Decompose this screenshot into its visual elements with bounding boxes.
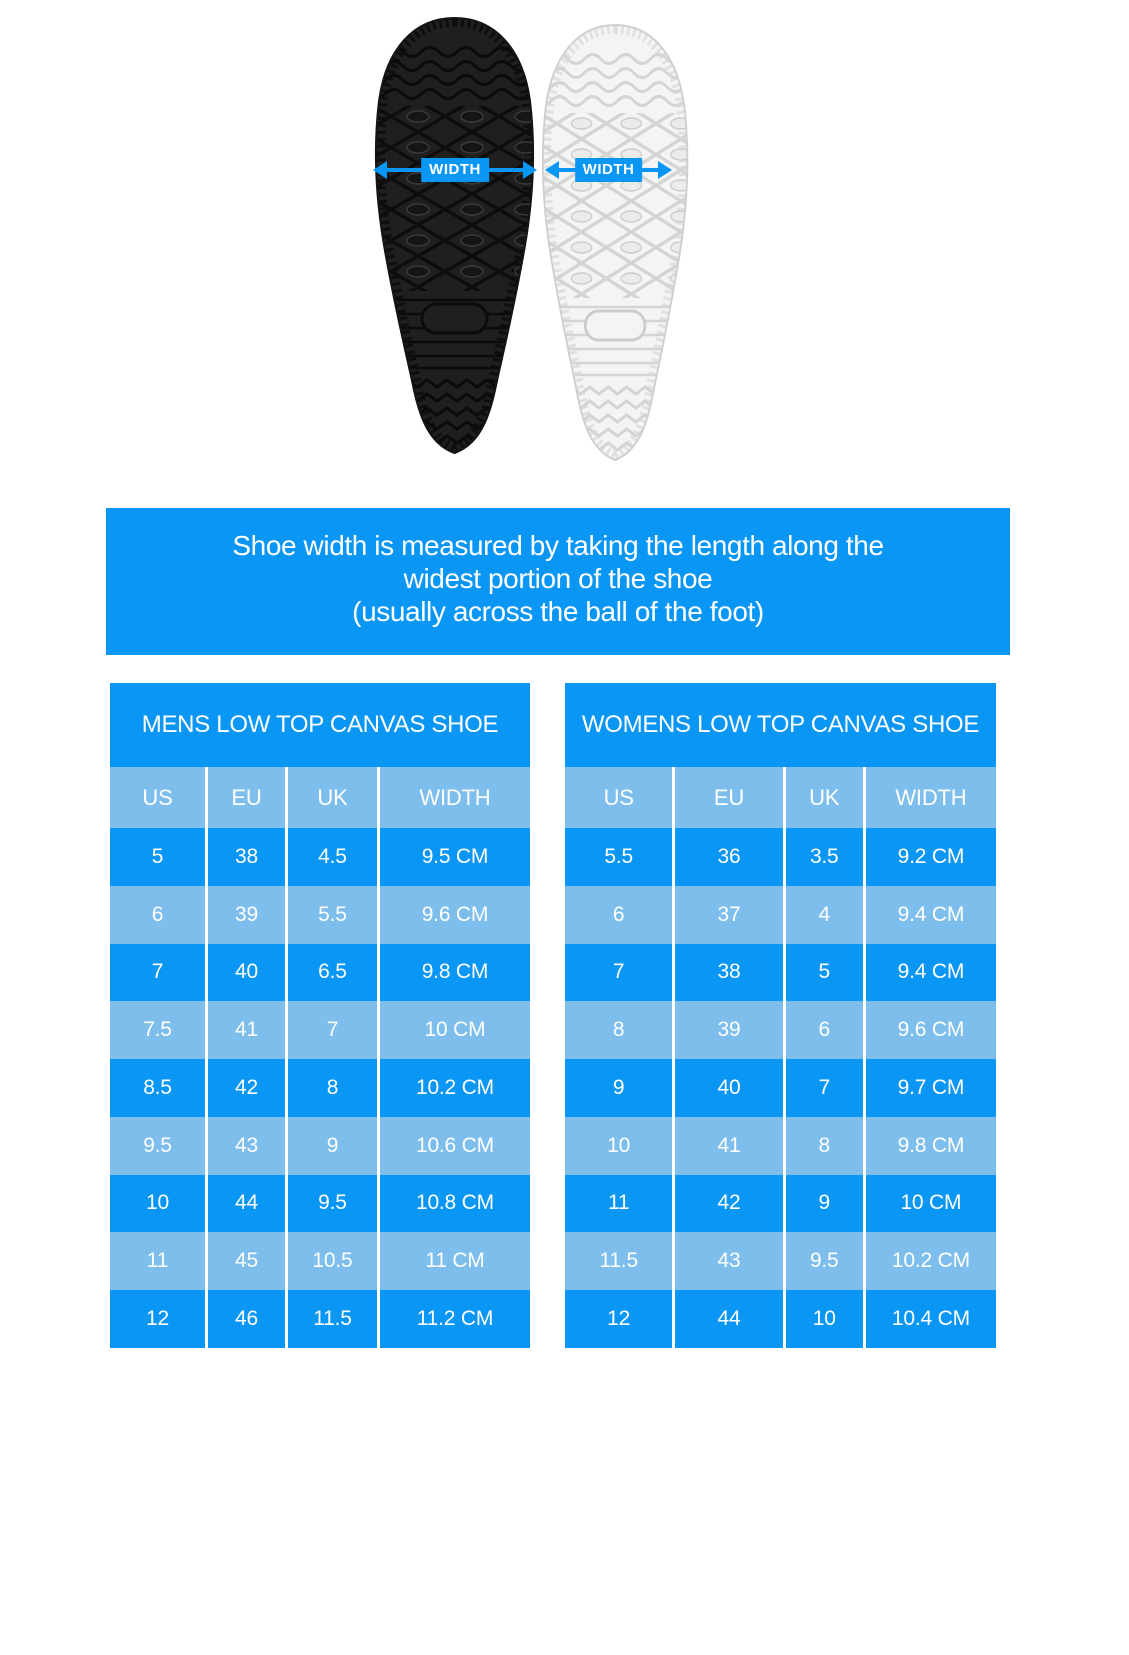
table-cell: 39 [208, 886, 288, 944]
table-cell: 12 [565, 1290, 675, 1348]
table-cell: 40 [208, 944, 288, 1002]
table-cell: 6 [110, 886, 208, 944]
table-cell: 7 [565, 944, 675, 1002]
white-sole-width-arrow [545, 158, 672, 182]
table-cell: 36 [675, 828, 785, 886]
table-cell: 9.6 CM [421, 902, 489, 926]
table-row [110, 1290, 530, 1348]
column-header: US [110, 767, 208, 828]
table-cell: 9.5 [110, 1117, 208, 1175]
table-row [565, 1232, 996, 1290]
table-cell: 6 [786, 1001, 866, 1059]
table-cell: 10.8 CM [415, 1191, 494, 1215]
table-row [110, 886, 530, 944]
table-cell: 9.5 [288, 1175, 380, 1233]
column-header: WIDTH [419, 784, 491, 810]
table-cell: 9.8 CM [421, 960, 489, 984]
table-cell: 9.4 CM [897, 902, 965, 926]
table-cell: 9.5 CM [421, 844, 489, 868]
table-cell: 4 [786, 886, 866, 944]
table-cell: 10 [786, 1290, 866, 1348]
width-label: WIDTH [575, 158, 643, 182]
column-header: UK [786, 767, 866, 828]
banner-line-1: Shoe width is measured by taking the length along the [232, 530, 884, 561]
table-row [110, 944, 530, 1002]
table-cell: 9 [565, 1059, 675, 1117]
table-cell: 46 [208, 1290, 288, 1348]
table-cell: 10.5 [288, 1232, 380, 1290]
table-cell: 41 [208, 1001, 288, 1059]
table-row [565, 1059, 996, 1117]
table-cell: 7 [786, 1059, 866, 1117]
arrow-right-icon [658, 161, 672, 179]
black-sole-width-arrow [373, 158, 537, 182]
column-header: WIDTH [895, 784, 967, 810]
table-cell: 11.5 [565, 1232, 675, 1290]
table-cell: 11 CM [425, 1249, 485, 1273]
table-cell: 10.2 CM [891, 1249, 970, 1273]
table-cell: 11 [110, 1232, 208, 1290]
table-cell: 11.2 CM [416, 1307, 494, 1330]
womens-table-grid [565, 767, 996, 1348]
table-cell: 9.7 CM [897, 1075, 965, 1099]
table-cell: 6.5 [288, 944, 380, 1002]
table-cell: 9 [786, 1175, 866, 1233]
table-cell: 37 [675, 886, 785, 944]
table-cell: 44 [675, 1290, 785, 1348]
table-cell: 39 [675, 1001, 785, 1059]
table-row [565, 886, 996, 944]
table-cell: 44 [208, 1175, 288, 1233]
arrow-right-icon [523, 161, 537, 179]
table-cell: 6 [565, 886, 675, 944]
table-cell: 5.5 [288, 886, 380, 944]
table-cell: 8 [786, 1117, 866, 1175]
table-row [565, 1117, 996, 1175]
banner-line-3: (usually across the ball of the foot) [352, 596, 764, 627]
table-cell: 43 [675, 1232, 785, 1290]
table-cell: 8 [288, 1059, 380, 1117]
table-cell: 9.5 [786, 1232, 866, 1290]
black-sole [365, 18, 547, 453]
table-cell: 11 [565, 1175, 675, 1233]
table-row [565, 1175, 996, 1233]
table-row [110, 1117, 530, 1175]
table-cell: 8.5 [110, 1059, 208, 1117]
table-cell: 5 [110, 828, 208, 886]
table-cell: 11.5 [288, 1290, 380, 1348]
womens-table-title: WOMENS LOW TOP CANVAS SHOE [565, 683, 996, 767]
womens-size-table [565, 683, 996, 1348]
table-cell: 40 [675, 1059, 785, 1117]
table-cell: 10.4 CM [891, 1307, 970, 1330]
table-cell: 38 [675, 944, 785, 1002]
table-row [110, 1001, 530, 1059]
table-cell: 9.8 CM [897, 1133, 965, 1157]
width-label: WIDTH [421, 158, 489, 182]
column-header: UK [288, 767, 380, 828]
table-cell: 12 [110, 1290, 208, 1348]
table-cell: 42 [675, 1175, 785, 1233]
table-cell: 7 [110, 944, 208, 1002]
table-cell: 3.5 [786, 828, 866, 886]
table-cell: 45 [208, 1232, 288, 1290]
table-row [565, 1001, 996, 1059]
table-cell: 43 [208, 1117, 288, 1175]
banner-line-2: widest portion of the shoe [403, 563, 713, 594]
table-header-row [565, 767, 996, 828]
table-cell: 10.2 CM [415, 1075, 494, 1099]
table-cell: 10 [110, 1175, 208, 1233]
table-cell: 38 [208, 828, 288, 886]
mens-size-table [110, 683, 530, 1348]
table-cell: 10 CM [424, 1018, 486, 1042]
table-cell: 10 CM [900, 1191, 962, 1215]
table-cell: 9 [288, 1117, 380, 1175]
table-cell: 10 [565, 1117, 675, 1175]
table-cell: 8 [565, 1001, 675, 1059]
table-cell: 5 [786, 944, 866, 1002]
table-row [110, 1175, 530, 1233]
shoe-soles-image [337, 8, 709, 473]
table-cell: 9.6 CM [897, 1018, 965, 1042]
table-cell: 9.4 CM [897, 960, 965, 984]
table-row [110, 1059, 530, 1117]
table-cell: 10.6 CM [415, 1133, 494, 1157]
table-cell: 9.2 CM [897, 844, 965, 868]
mens-table-title: MENS LOW TOP CANVAS SHOE [110, 683, 530, 767]
column-header: US [565, 767, 675, 828]
mens-table-grid [110, 767, 530, 1348]
table-row [565, 828, 996, 886]
table-cell: 7 [288, 1001, 380, 1059]
table-row [565, 1290, 996, 1348]
column-header: EU [208, 767, 288, 828]
table-cell: 42 [208, 1059, 288, 1117]
table-cell: 4.5 [288, 828, 380, 886]
table-cell: 41 [675, 1117, 785, 1175]
table-header-row [110, 767, 530, 828]
table-cell: 7.5 [110, 1001, 208, 1059]
table-row [110, 828, 530, 886]
table-cell: 5.5 [565, 828, 675, 886]
white-sole [533, 25, 700, 460]
table-row [565, 944, 996, 1002]
sole-illustration [337, 8, 709, 473]
info-banner [106, 508, 1010, 655]
table-row [110, 1232, 530, 1290]
column-header: EU [675, 767, 785, 828]
